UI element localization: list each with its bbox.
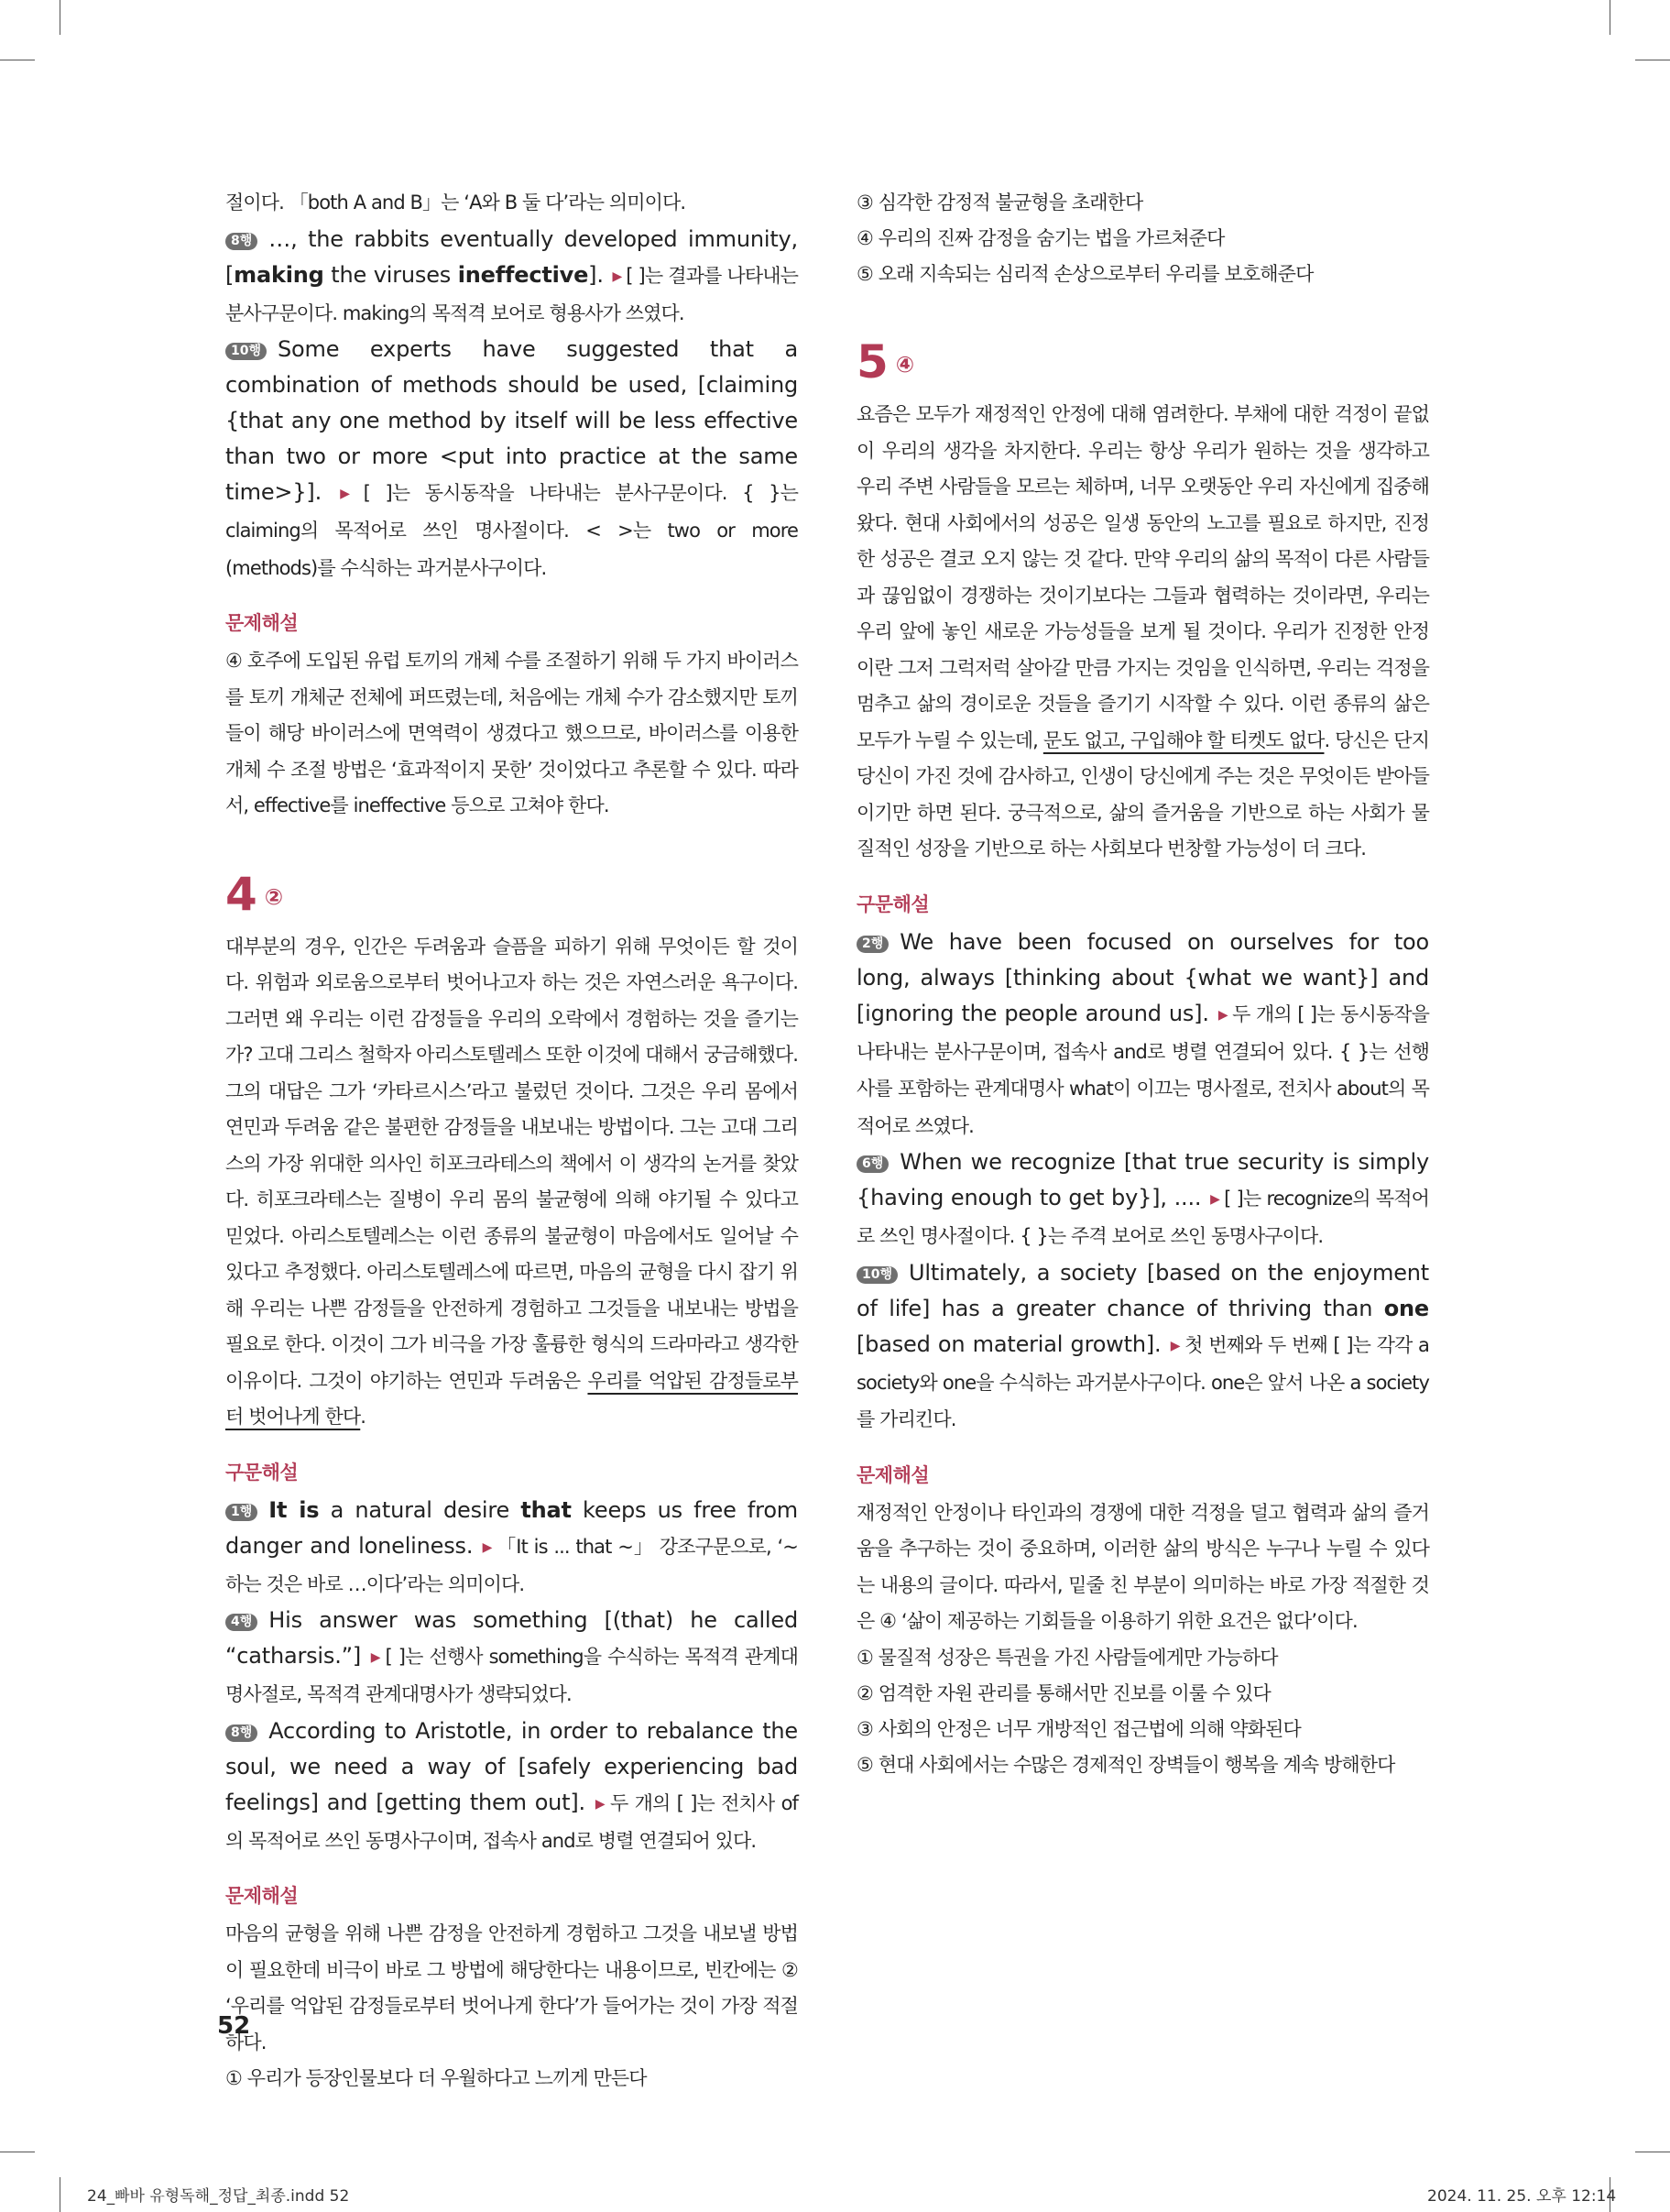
triangle-icon: ▶ bbox=[1170, 1338, 1182, 1353]
line-tag: 2행 bbox=[857, 936, 889, 953]
problem-explanation: 재정적인 안정이나 타인과의 경쟁에 대한 걱정을 덜고 협력과 삶의 즐거움을 추구하는 것이 중요하며, 이러한 삶의 방식은 누구나 누릴 수 있다는 내용의 글이다. 따라서, 밑줄 친 부분이 의미하는 바로 가장 적절한 것은 ④ ‘삶이 제공하는 기회들을 이용하기 위한 요건은 없다’이다. bbox=[857, 1501, 1429, 1632]
line-tag: 8행 bbox=[225, 1725, 257, 1742]
triangle-icon: ▶ bbox=[612, 268, 623, 284]
triangle-icon: ▶ bbox=[1217, 1007, 1229, 1023]
triangle-icon: ▶ bbox=[1210, 1192, 1221, 1207]
triangle-icon: ▶ bbox=[340, 487, 360, 501]
line-tag: 10행 bbox=[225, 343, 267, 360]
option-item: ② 엄격한 자원 관리를 통해서만 진보를 이룰 수 있다 bbox=[857, 1681, 1271, 1704]
footer-filename: 24_빠바 유형독해_정답_최종.indd 52 bbox=[87, 2187, 350, 2206]
problem-heading: 문제해설 bbox=[225, 1885, 299, 1907]
line-tag: 8행 bbox=[225, 233, 257, 250]
syntax-line-1: 1행 It is a natural desire that keeps us free from danger and loneliness. ▶ 「It is ... that ~」 강조구문으로, ‘~하는 것은 바로 …이다’라는 의미이다. bbox=[225, 1496, 798, 1595]
intro-text: 절이다. 「both A and B」는 ‘A와 B 둘 다’라는 의미이다. bbox=[225, 192, 686, 214]
syntax-line-8: 8행 According to Aristotle, in order to rebalance the soul, we need a way of [safely experiencing bad feelings] and [getting them out]. ▶ 두 개의 [ ]는 전치사 of의 목적어로 쓰인 동명사구이며, 접속사 and로 병렬 연결되어 있다. bbox=[225, 1717, 799, 1852]
translation-4: 대부분의 경우, 인간은 두려움과 슬픔을 피하기 위해 무엇이든 할 것이다. 위험과 외로움으로부터 벗어나고자 하는 것은 자연스러운 욕구이다. 그러면 왜 우리는 이런 감정들을 우리의 오락에서 경험하는 것을 즐기는가? 고대 그리스 철학자 아리스토텔레스 또한 이것에 대해서 궁금해했다. 그의 대답은 그가 ‘카타르시스’라고 불렀던 것이다. 그것은 우리 몸에서 연민과 두려움 같은 불편한 감정들을 내보내는 방법이다. 그는 고대 그리스의 가장 위대한 의사인 히포크라테스의 책에서 이 생각의 논거를 찾았다. 히포크라테스는 질병이 우리 몸의 불균형에 의해 야기될 수 있다고 믿었다. 아리스토텔레스는 이런 종류의 불균형이 마음에서도 일어날 수 있다고 추정했다. 아리스토텔레스에 따르면, 마음의 균형을 다시 잡기 위해 우리는 나쁜 감정들을 안전하게 경험하고 그것들을 내보내는 방법을 필요로 한다. 이것이 그가 비극을 가장 훌륭한 형식의 드라마라고 생각한 이유이다. 그것이 야기하는 연민과 두려움은 우리를 억압된 감정들로부터 벗어나게 한다. bbox=[225, 935, 798, 1428]
translation-5: 요즘은 모두가 재정적인 안정에 대해 염려한다. 부채에 대한 걱정이 끝없이 우리의 생각을 차지한다. 우리는 항상 우리가 원하는 것을 생각하고 우리 주변 사람들을 모르는 체하며, 너무 오랫동안 우리 자신에게 집중해 왔다. 현대 사회에서의 성공은 일생 동안의 노고를 필요로 하지만, 진정한 성공은 결코 오지 않는 것 같다. 만약 우리의 삶의 목적이 다른 사람들과 끊임없이 경쟁하는 것이기보다는 그들과 협력하는 것이라면, 우리는 우리 앞에 놓인 새로운 가능성들을 보게 될 것이다. 우리가 진정한 안정이란 그저 그럭저럭 살아갈 만큼 가지는 것임을 인식하면, 우리는 걱정을 멈추고 삶의 경이로운 것들을 즐기기 시작할 수 있다. 이런 종류의 삶은 모두가 누릴 수 있는데, 문도 없고, 구입해야 할 티켓도 없다. 당신은 단지 당신이 가진 것에 감사하고, 인생이 당신에게 주는 것은 무엇이든 받아들이기만 하면 된다. 궁극적으로, 삶의 즐거움을 기반으로 하는 사회가 물질적인 성장을 기반으로 하는 사회보다 번창할 가능성이 더 크다. bbox=[857, 403, 1429, 860]
problem-heading: 문제해설 bbox=[857, 1463, 930, 1486]
problem-explanation: ④ 호주에 도입된 유럽 토끼의 개체 수를 조절하기 위해 두 가지 바이러스를 토끼 개체군 전체에 퍼뜨렸는데, 처음에는 개체 수가 감소했지만 토끼들이 해당 바이러스에 면역력이 생겼다고 했으므로, 바이러스를 이용한 개체 수 조절 방법은 ‘효과적이지 못한’ 것이었다고 추론할 수 있다. 따라서, effective를 ineffective 등으로 고쳐야 한다. bbox=[225, 650, 798, 816]
line-tag: 1행 bbox=[225, 1504, 257, 1521]
option-item: ④ 우리의 진짜 감정을 숨기는 법을 가르쳐준다 bbox=[857, 227, 1225, 249]
footer-timestamp: 2024. 11. 25. 오후 12:14 bbox=[1427, 2187, 1617, 2206]
option-item: ① 우리가 등장인물보다 더 우월하다고 느끼게 만든다 bbox=[225, 2067, 647, 2089]
line-tag: 6행 bbox=[857, 1155, 889, 1173]
line-tag: 4행 bbox=[225, 1614, 257, 1631]
option-item: ① 물질적 성장은 특권을 가진 사람들에게만 가능하다 bbox=[857, 1646, 1278, 1669]
question-number: 5 bbox=[857, 335, 889, 389]
answer-mark: ④ bbox=[895, 352, 915, 378]
underlined-phrase: 문도 없고, 구입해야 할 티켓도 없다 bbox=[1042, 728, 1325, 751]
option-item: ③ 사회의 안정은 너무 개방적인 접근법에 의해 약화된다 bbox=[857, 1717, 1301, 1740]
syntax-line-6: 6행 When we recognize [that true security is simply {having enough to get by}], .... ▶ [ ]는 recognize의 목적어로 쓰인 명사절이다. { }는 주격 보어로 쓰인 동명사구이다. bbox=[857, 1149, 1429, 1247]
right-column bbox=[857, 185, 1429, 1783]
question-5-header bbox=[857, 334, 1429, 389]
answer-mark: ② bbox=[264, 883, 284, 910]
page-number: 52 bbox=[217, 2012, 251, 2040]
triangle-icon: ▶ bbox=[595, 1796, 606, 1812]
question-number: 4 bbox=[225, 867, 257, 921]
syntax-line-2: 2행 We have been focused on ourselves for too long, always [thinking about {what we want}] and [ignoring the people around us]. ▶ 두 개의 [ ]는 동시동작을 나타내는 분사구문이며, 접속사 and로 병렬 연결되어 있다. { }는 선행사를 포함하는 관계대명사 what이 이끄는 명사절로, 전치사 about의 목적어로 쓰였다. bbox=[857, 928, 1429, 1137]
problem-explanation: 마음의 균형을 위해 나쁜 감정을 안전하게 경험하고 그것을 내보낼 방법이 필요한데 비극이 바로 그 방법에 해당한다는 내용이므로, 빈칸에는 ② ‘우리를 억압된 감정들로부터 벗어나게 한다’가 들어가는 것이 가장 적절하다. bbox=[225, 1922, 798, 2053]
option-item: ③ 심각한 감정적 불균형을 초래한다 bbox=[857, 192, 1143, 214]
question-4-header bbox=[225, 867, 798, 922]
option-item: ⑤ 오래 지속되는 심리적 손상으로부터 우리를 보호해준다 bbox=[857, 263, 1314, 285]
left-column bbox=[225, 185, 798, 2097]
syntax-line-4: 4행 His answer was something [(that) he called “catharsis.”] ▶ [ ]는 선행사 something을 수식하는 목적격 관계대명사절로, 목적격 관계대명사가 생략되었다. bbox=[225, 1607, 798, 1705]
grammar-line-8: 8행 …, the rabbits eventually developed immunity, [making the viruses ineffective]. ▶ [ ]는 결과를 나타내는 분사구문이다. making의 목적격 보어로 형용사가 쓰였다. bbox=[225, 225, 798, 324]
syntax-heading: 구문해설 bbox=[225, 1461, 299, 1484]
problem-heading: 문제해설 bbox=[225, 612, 299, 634]
syntax-heading: 구문해설 bbox=[857, 892, 930, 915]
underlined-phrase: 우리를 억압된 감정들로부터 벗어나게 한다 bbox=[225, 1369, 798, 1428]
triangle-icon: ▶ bbox=[370, 1650, 382, 1665]
line-tag: 10행 bbox=[857, 1266, 898, 1284]
syntax-line-10: 10행 Ultimately, a society [based on the enjoyment of life] has a greater chance of thriving than one [based on material growth]. ▶ 첫 번째와 두 번째 [ ]는 각각 a society와 one을 수식하는 과거분사구이다. one은 앞서 나온 a society를 가리킨다. bbox=[857, 1259, 1430, 1430]
triangle-icon: ▶ bbox=[482, 1539, 494, 1555]
grammar-line-10: 10행 Some experts have suggested that a combination of methods should be used, [claiming {that any one method by itself will be less effective than two or more <put into practice at the same time>}]. ▶ [ ]는 동시동작을 나타내는 분사구문이다. { }는 claiming의 목적어로 쓰인 명사절이다. < >는 two or more (methods)를 수식하는 과거분사구이다. bbox=[225, 336, 798, 579]
option-item: ⑤ 현대 사회에서는 수많은 경제적인 장벽들이 행복을 계속 방해한다 bbox=[857, 1753, 1395, 1776]
